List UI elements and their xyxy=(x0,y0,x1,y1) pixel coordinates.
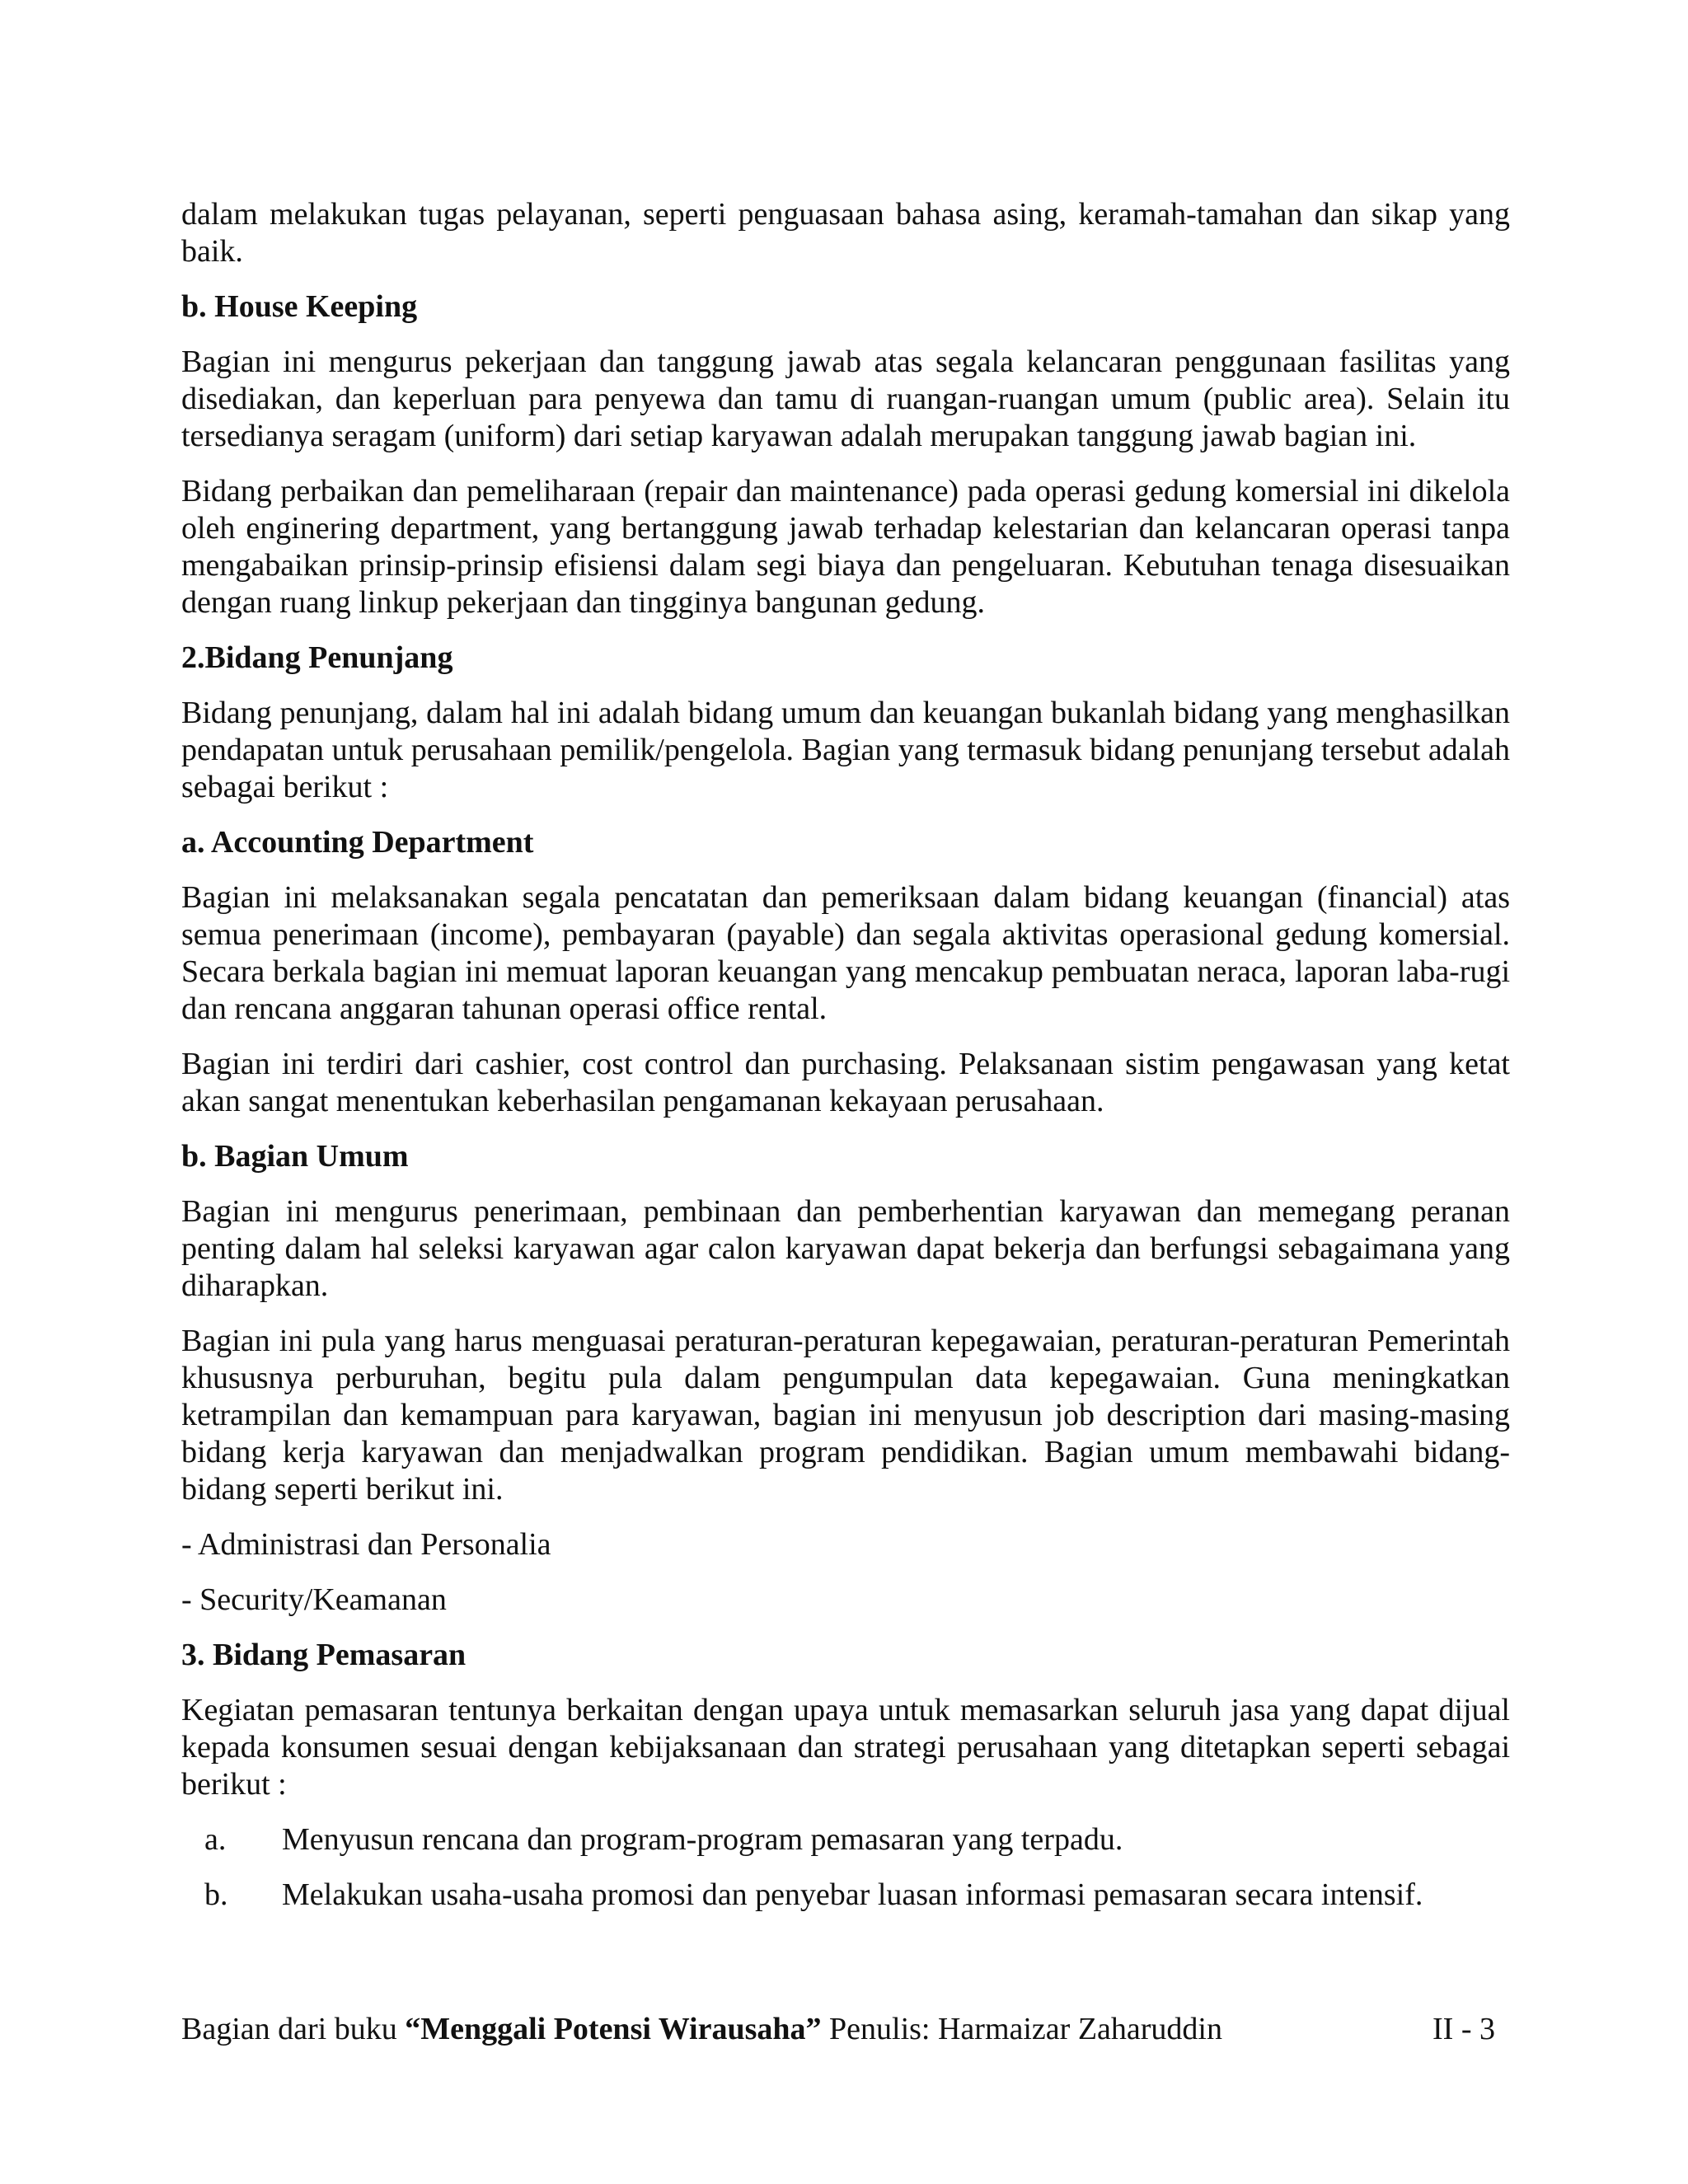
list-item-text: Menyusun rencana dan program-program pemasaran yang terpadu. xyxy=(282,1822,1123,1857)
list-marker: b. xyxy=(204,1877,228,1912)
dash-item-administrasi: - Administrasi dan Personalia xyxy=(181,1527,551,1562)
paragraph-house-keeping: Bagian ini mengurus pekerjaan dan tanggung jawab atas segala kelancaran penggunaan fasilitas yang disediakan, dan keperluan para penyewa dan tamu di ruangan-ruangan umum (public area). Selain itu tersedianya seragam (uniform) dari setiap karyawan adalah merupakan tanggung jawab bagian ini. xyxy=(181,344,1510,453)
footer-author: Penulis: Harmaizar Zaharuddin xyxy=(821,2012,1222,2046)
paragraph-accounting-2: Bagian ini terdiri dari cashier, cost control dan purchasing. Pelaksanaan sistim pengawasan yang ketat akan sangat menentukan keberhasilan pengamanan kekayaan perusahaan. xyxy=(181,1047,1510,1118)
paragraph-bidang-penunjang: Bidang penunjang, dalam hal ini adalah bidang umum dan keuangan bukanlah bidang yang menghasilkan pendapatan untuk perusahaan pemilik/pengelola. Bagian yang termasuk bidang penunjang tersebut adalah sebagai berikut : xyxy=(181,696,1510,804)
page-content xyxy=(181,196,1510,1932)
paragraph-accounting-1: Bagian ini melaksanakan segala pencatatan dan pemeriksaan dalam bidang keuangan (financial) atas semua penerimaan (income), pembayaran (payable) dan segala aktivitas operasional gedung komersial. Secara berkala bagian ini memuat laporan keuangan yang mencakup pembuatan neraca, laporan laba-rugi dan rencana anggaran tahunan operasi office rental. xyxy=(181,880,1510,1026)
heading-accounting-department: a. Accounting Department xyxy=(181,825,534,860)
heading-bidang-penunjang: 2.Bidang Penunjang xyxy=(181,640,453,675)
paragraph-umum-2: Bagian ini pula yang harus menguasai peraturan-peraturan kepegawaian, peraturan-peraturan Pemerintah khususnya perburuhan, begitu pula dalam pengumpulan data kepegawaian. Guna meningkatkan ketrampilan dan kemampuan para karyawan, bagian ini menyusun job description dari masing-masing bidang kerja karyawan dan menjadwalkan program pendidikan. Bagian umum membawahi bidang-bidang seperti berikut ini. xyxy=(181,1324,1510,1507)
heading-bidang-pemasaran: 3. Bidang Pemasaran xyxy=(181,1638,467,1672)
list-item-text: Melakukan usaha-usaha promosi dan penyebar luasan informasi pemasaran secara intensif. xyxy=(282,1877,1423,1912)
paragraph-umum-1: Bagian ini mengurus penerimaan, pembinaan dan pemberhentian karyawan dan memegang peranan penting dalam hal seleksi karyawan agar calon karyawan dapat bekerja dan berfungsi sebagaimana yang diharapkan. xyxy=(181,1194,1510,1303)
footer-citation xyxy=(181,2011,1222,2048)
footer-book-title: “Menggali Potensi Wirausaha” xyxy=(405,2012,822,2046)
footer-prefix: Bagian dari buku xyxy=(181,2012,406,2046)
page-footer xyxy=(181,2011,1495,2048)
list-item xyxy=(181,1877,1510,1914)
dash-item-security: - Security/Keamanan xyxy=(181,1582,447,1617)
page-number: II - 3 xyxy=(1432,2012,1495,2046)
paragraph-repair-maintenance: Bidang perbaikan dan pemeliharaan (repair dan maintenance) pada operasi gedung komersial ini dikelola oleh enginering department, yang bertanggung jawab terhadap kelestarian dan kelancaran operasi tanpa mengabaikan prinsip-prinsip efisiensi dalam segi biaya dan pengeluaran. Kebutuhan tenaga disesuaikan dengan ruang linkup pekerjaan dan tingginya bangunan gedung. xyxy=(181,474,1510,620)
paragraph-intro: dalam melakukan tugas pelayanan, seperti penguasaan bahasa asing, keramah-tamahan dan sikap yang baik. xyxy=(181,197,1510,269)
heading-house-keeping: b. House Keeping xyxy=(181,289,418,324)
list-marker: a. xyxy=(204,1822,227,1857)
heading-bagian-umum: b. Bagian Umum xyxy=(181,1139,409,1174)
paragraph-pemasaran: Kegiatan pemasaran tentunya berkaitan dengan upaya untuk memasarkan seluruh jasa yang dapat dijual kepada konsumen sesuai dengan kebijaksanaan dan strategi perusahaan yang ditetapkan seperti sebagai berikut : xyxy=(181,1693,1510,1802)
list-item xyxy=(181,1821,1510,1858)
